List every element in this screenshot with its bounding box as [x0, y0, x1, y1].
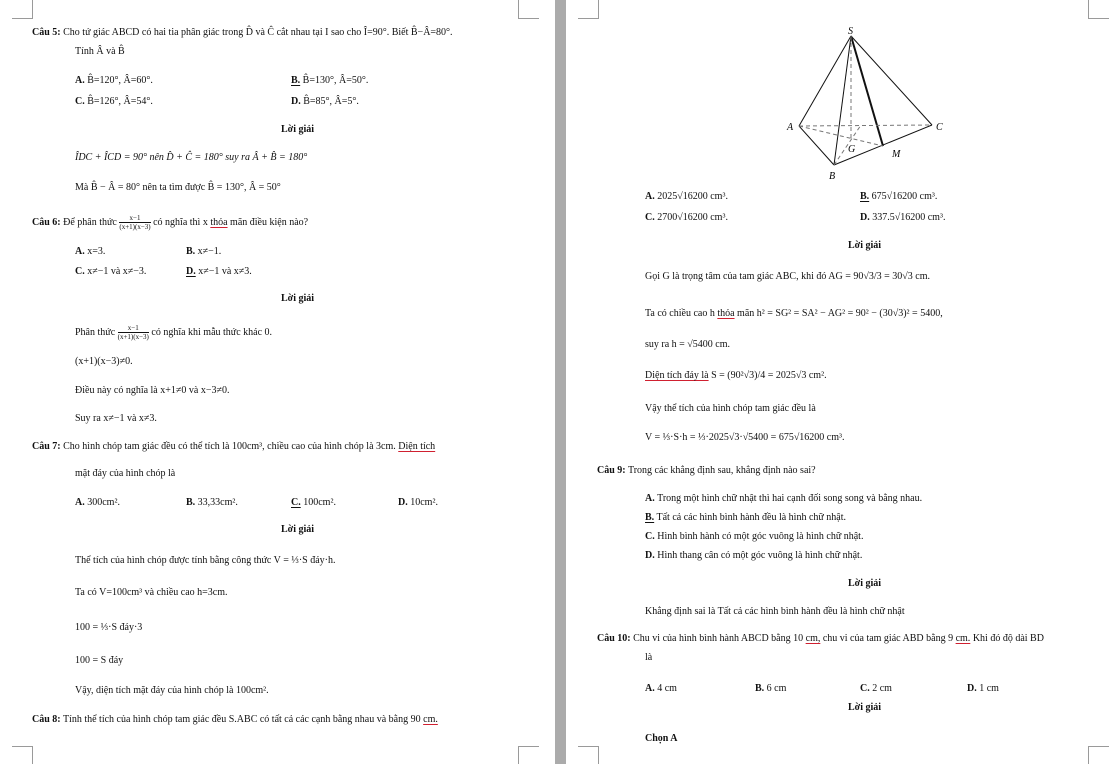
answer-label: A.	[645, 683, 655, 694]
question-text: Để phân thức	[63, 216, 117, 228]
question-text: Chu vi của hình bình hành ABCD bằng 10	[633, 633, 804, 644]
answer-label: A.	[75, 75, 85, 86]
question-6	[32, 214, 308, 231]
answer-label: D.	[291, 96, 301, 107]
answer-b	[186, 497, 238, 509]
vertex-label-a: A	[787, 122, 794, 133]
answer-text: 2025√16200 cm³.	[657, 191, 728, 202]
answer-text: x≠−1 và x≠3.	[198, 266, 252, 277]
answer-text: B̂=120°, Â=60°.	[87, 75, 153, 86]
pyramid-figure	[784, 24, 954, 182]
question-label: Câu 7:	[32, 441, 61, 452]
answer-c	[75, 96, 153, 108]
point-label-m: M	[892, 149, 901, 160]
answer-d	[860, 212, 945, 224]
answer-a	[645, 683, 677, 695]
question-subtext: Tính Â và B̂	[75, 46, 125, 57]
answer-text: 675√16200 cm³.	[871, 191, 938, 202]
question-text: Tính thể tích của hình chóp tam giác đều S.ABC có tất cả các cạnh bằng nhau và bằng 90	[62, 714, 421, 725]
question-label: Câu 8:	[32, 714, 61, 725]
solution-line: Điều này có nghĩa là x+1≠0 và x−3≠0.	[75, 385, 230, 396]
answer-label: C.	[291, 497, 301, 508]
answer-text: x≠−1.	[197, 246, 222, 257]
question-5	[32, 27, 453, 39]
answer-b	[645, 512, 846, 524]
answer-text: x=3.	[87, 246, 106, 257]
solution-title: Lời giải	[281, 293, 315, 304]
page-right	[566, 0, 1115, 764]
crop-mark	[12, 0, 33, 19]
question-text: chu vi của tam giác ABD bằng 9	[822, 633, 954, 644]
solution-text: có nghĩa khi mẫu thức khác 0.	[151, 326, 273, 338]
answer-d	[186, 266, 252, 278]
answer-label: C.	[860, 683, 870, 694]
answer-label: C.	[645, 531, 655, 542]
question-text: có nghĩa thì x	[153, 216, 208, 228]
solution-text: Ta có chiều cao h	[645, 308, 715, 319]
answer-text: B̂=85°, Â=5°.	[303, 96, 359, 107]
question-label: Câu 10:	[597, 633, 631, 644]
solution-line: Vậy, diện tích mặt đáy của hình chóp là 100cm².	[75, 685, 269, 696]
solution-text: S = (90²√3)/4 = 2025√3 cm².	[711, 370, 827, 381]
answer-text: B̂=126°, Â=54°.	[87, 96, 153, 107]
solution-text: mãn h² = SG² = SA² − AG² = 90² − (30√3)² = 5400,	[737, 308, 943, 319]
answer-label: B.	[645, 512, 655, 523]
crop-mark	[578, 0, 599, 19]
question-text: Cho tứ giác ABCD có hai tia phân giác trong D̂ và Ĉ cắt nhau tại I sao cho Î=90°. Biết B̂−Â=80°.	[63, 27, 453, 38]
answer-c	[75, 266, 146, 278]
answer-c	[860, 683, 892, 695]
question-label: Câu 6:	[32, 216, 61, 228]
question-text: cm.	[423, 714, 438, 725]
solution-line	[75, 324, 272, 341]
question-text: cm,	[805, 633, 821, 644]
page-left	[0, 0, 555, 764]
answer-label: A.	[645, 191, 655, 202]
solution-title: Lời giải	[281, 124, 315, 135]
answer-label: D.	[645, 550, 655, 561]
crop-mark	[578, 746, 599, 764]
vertex-label-b: B	[829, 171, 836, 182]
answer-text: 4 cm	[657, 683, 677, 694]
answer-b	[860, 191, 937, 203]
crop-mark	[1088, 746, 1109, 764]
answer-label: D.	[967, 683, 977, 694]
answer-a	[75, 497, 120, 509]
answer-text: 100cm².	[303, 497, 336, 508]
answer-label: D.	[398, 497, 408, 508]
answer-label: A.	[645, 493, 655, 504]
question-text: Diện tích	[398, 441, 436, 452]
question-text: Khi đó độ dài BD	[972, 633, 1044, 644]
solution-line: Vậy thể tích của hình chóp tam giác đều là	[645, 403, 816, 414]
crop-mark	[1088, 0, 1109, 19]
question-8	[32, 714, 438, 726]
solution-text: thỏa	[717, 308, 735, 319]
answer-label: B.	[860, 191, 870, 202]
answer-label: A.	[75, 497, 85, 508]
solution-line: Khẳng định sai là Tất cả các hình bình hành đều là hình chữ nhật	[645, 606, 905, 617]
solution-line: 100 = ⅓·S đáy·3	[75, 622, 143, 633]
solution-line: Ta có V=100cm³ và chiều cao h=3cm.	[75, 587, 228, 598]
fraction-denominator: (x+1)(x−3)	[119, 223, 151, 231]
vertex-label-c: C	[936, 122, 943, 133]
solution-line	[645, 308, 943, 320]
answer-text: 1 cm	[979, 683, 999, 694]
solution-title: Lời giải	[848, 240, 882, 251]
answer-a	[75, 75, 153, 87]
fraction	[118, 324, 149, 341]
answer-a	[645, 493, 922, 505]
fraction-denominator: (x+1)(x−3)	[117, 333, 149, 341]
solution-title: Lời giải	[848, 578, 882, 589]
question-text: Cho hình chóp tam giác đều có thể tích là 100cm³, chiều cao của hình chóp là 3cm.	[63, 441, 396, 452]
answer-text: Tất cả các hình bình hành đều là hình chữ nhật.	[656, 512, 847, 523]
answer-d	[967, 683, 999, 695]
answer-text: 2 cm	[872, 683, 892, 694]
answer-text: Trong một hình chữ nhật thì hai cạnh đối song song và bằng nhau.	[657, 493, 923, 504]
vertex-label-s: S	[848, 26, 853, 37]
solution-text: Phân thức	[75, 326, 116, 338]
answer-b	[755, 683, 786, 695]
answer-b	[291, 75, 368, 87]
answer-label: D.	[860, 212, 870, 223]
edge-ac	[799, 125, 932, 126]
answer-d	[398, 497, 438, 509]
question-text: là	[645, 652, 653, 663]
solution-line: Chọn A	[645, 733, 678, 744]
solution-line: Mà B̂ − Â = 80° nên ta tìm được B̂ = 130°, Â = 50°	[75, 182, 281, 193]
solution-line: (x+1)(x−3)≠0.	[75, 356, 133, 367]
question-text: thỏa	[210, 216, 228, 228]
answer-c	[291, 497, 336, 509]
question-9	[597, 465, 816, 477]
answer-label: C.	[645, 212, 655, 223]
question-label: Câu 5:	[32, 27, 61, 38]
answer-label: A.	[75, 246, 85, 257]
answer-text: 6 cm	[766, 683, 787, 694]
solution-title: Lời giải	[848, 702, 882, 713]
edge-sa	[799, 36, 851, 126]
crop-mark	[518, 746, 539, 764]
question-text: mặt đáy của hình chóp là	[75, 468, 176, 479]
solution-line: V = ⅓·S·h = ⅓·2025√3·√5400 = 675√16200 cm³.	[645, 432, 845, 443]
question-7	[32, 441, 435, 453]
answer-label: B.	[186, 497, 196, 508]
answer-text: 33,33cm².	[197, 497, 238, 508]
crop-mark	[12, 746, 33, 764]
answer-label: D.	[186, 266, 196, 277]
median-am	[799, 126, 883, 146]
answer-text: B̂=130°, Â=50°.	[302, 75, 369, 86]
fraction	[119, 214, 150, 231]
answer-text: 2700√16200 cm³.	[657, 212, 728, 223]
question-text: cm.	[955, 633, 971, 644]
answer-text: 300cm².	[87, 497, 120, 508]
solution-title: Lời giải	[281, 524, 315, 535]
solution-line	[645, 370, 827, 382]
answer-label: C.	[75, 266, 85, 277]
edge-ab	[799, 126, 834, 165]
edge-sm	[851, 36, 883, 146]
answer-d	[291, 96, 359, 108]
answer-label: B.	[291, 75, 301, 86]
solution-line: Thể tích của hình chóp được tính bằng công thức V = ⅓·S đáy·h.	[75, 555, 336, 566]
answer-a	[75, 246, 105, 258]
answer-label: B.	[755, 683, 765, 694]
answer-d	[645, 550, 862, 562]
answer-b	[186, 246, 221, 258]
solution-line: Gọi G là trọng tâm của tam giác ABC, khi đó AG = 90√3/3 = 30√3 cm.	[645, 271, 930, 282]
answer-text: x≠−1 và x≠−3.	[87, 266, 147, 277]
crop-mark	[518, 0, 539, 19]
answer-a	[645, 191, 728, 203]
fraction-numerator: x−1	[118, 324, 149, 333]
question-text: mãn điều kiện nào?	[230, 216, 309, 228]
point-label-g: G	[848, 144, 856, 155]
solution-line: ÎDC + ÎCD = 90° nên D̂ + Ĉ = 180° suy ra Â + B̂ = 180°	[75, 152, 308, 163]
solution-line: Suy ra x≠−1 và x≠3.	[75, 413, 157, 424]
solution-line: 100 = S đáy	[75, 655, 124, 666]
fraction-numerator: x−1	[119, 214, 150, 223]
answer-text: Hình thang cân có một góc vuông là hình chữ nhật.	[657, 550, 863, 561]
solution-text: Diện tích đáy là	[645, 370, 709, 381]
answer-text: 10cm².	[410, 497, 438, 508]
question-label: Câu 9:	[597, 465, 626, 476]
question-text: Trong các khẳng định sau, khẳng định nào sai?	[627, 465, 816, 476]
answer-text: 337.5√16200 cm³.	[872, 212, 946, 223]
solution-line: suy ra h = √5400 cm.	[645, 339, 731, 350]
answer-c	[645, 212, 728, 224]
answer-c	[645, 531, 863, 543]
answer-label: C.	[75, 96, 85, 107]
answer-label: B.	[186, 246, 196, 257]
answer-text: Hình bình hành có một góc vuông là hình chữ nhật.	[657, 531, 864, 542]
question-10	[597, 633, 1044, 645]
